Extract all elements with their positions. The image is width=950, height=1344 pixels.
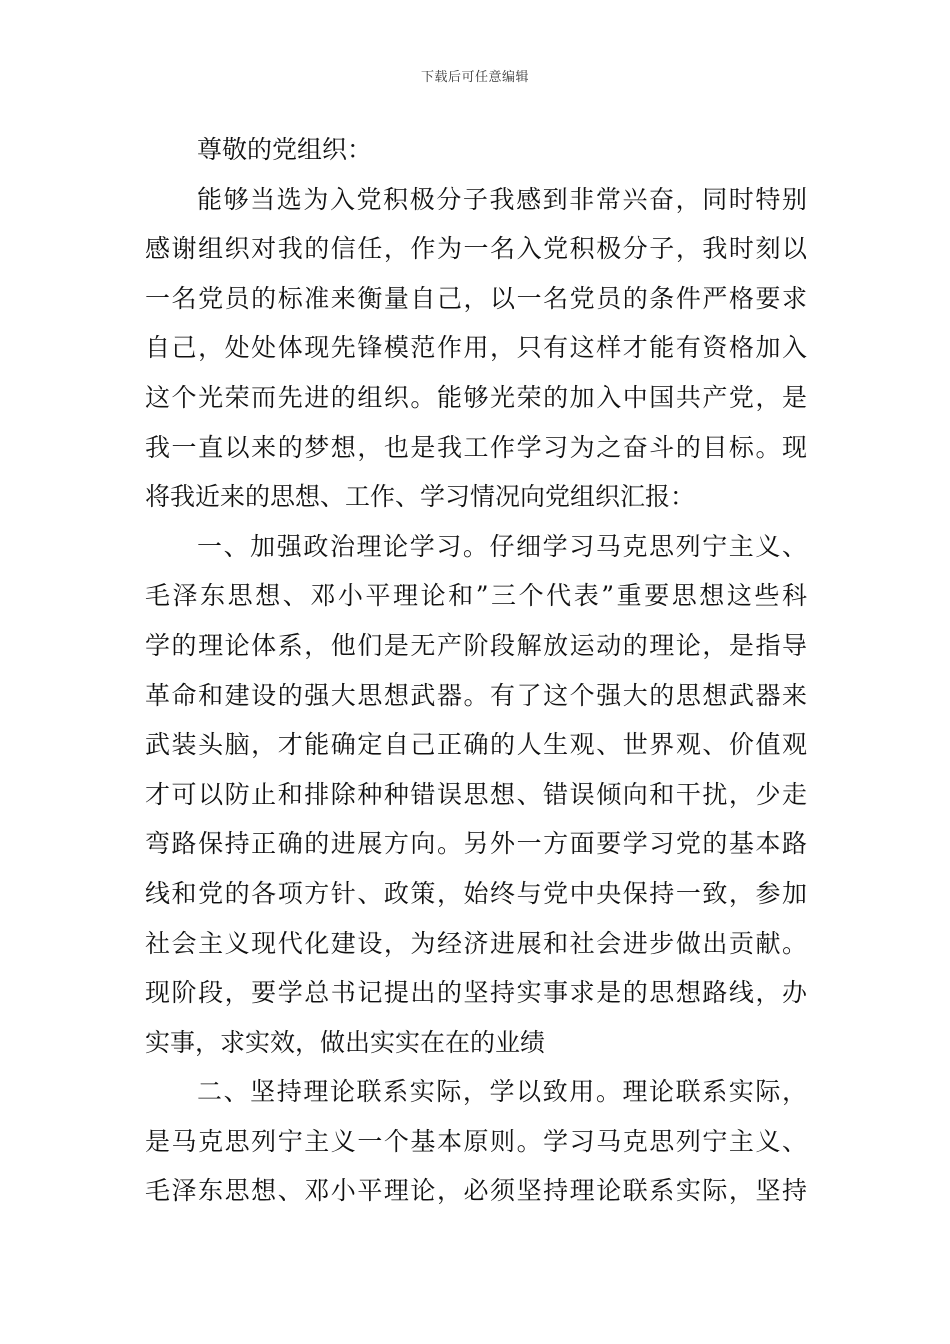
text-line: 弯路保持正确的进展方向。另外一方面要学习党的基本路 xyxy=(145,829,807,859)
text-line: 线和党的各项方针、政策，始终与党中央保持一致，参加 xyxy=(145,878,807,908)
text-line: 武装头脑，才能确定自己正确的人生观、世界观、价值观 xyxy=(145,730,807,760)
header-note: 下载后可任意编辑 xyxy=(420,70,529,85)
text-line: 二、坚持理论联系实际，学以致用。理论联系实际， xyxy=(197,1077,807,1107)
text-line: 革命和建设的强大思想武器。有了这个强大的思想武器来 xyxy=(145,680,807,710)
text-line: 感谢组织对我的信任，作为一名入党积极分子，我时刻以 xyxy=(145,234,807,264)
text-line: 一名党员的标准来衡量自己，以一名党员的条件严格要求 xyxy=(145,283,807,313)
text-line: 是马克思列宁主义一个基本原则。学习马克思列宁主义、 xyxy=(145,1126,807,1156)
text-line: 学的理论体系，他们是无产阶段解放运动的理论，是指导 xyxy=(145,630,807,660)
text-line: 能够当选为入党积极分子我感到非常兴奋，同时特别 xyxy=(197,184,807,214)
text-line: 现阶段，要学总书记提出的坚持实事求是的思想路线，办 xyxy=(145,978,807,1008)
letter-body xyxy=(145,125,807,1216)
text-line: 实事，求实效，做出实实在在的业绩 xyxy=(145,1027,546,1057)
text-line: 社会主义现代化建设，为经济进展和社会进步做出贡献。 xyxy=(145,928,807,958)
text-line: 才可以防止和排除种种错误思想、错误倾向和干扰，少走 xyxy=(145,779,807,809)
text-line: 将我近来的思想、工作、学习情况向党组织汇报： xyxy=(145,482,696,512)
text-line: 毛泽东思想、邓小平理论和”三个代表”重要思想这些科 xyxy=(145,581,807,611)
text-line: 这个光荣而先进的组织。能够光荣的加入中国共产党，是 xyxy=(145,382,807,412)
text-line: 毛泽东思想、邓小平理论，必须坚持理论联系实际，坚持 xyxy=(145,1176,807,1206)
salutation-line: 尊敬的党组织： xyxy=(197,135,373,164)
text-line: 一、加强政治理论学习。仔细学习马克思列宁主义、 xyxy=(197,531,807,561)
text-line: 自己，处处体现先锋模范作用，只有这样才能有资格加入 xyxy=(145,333,807,363)
text-line: 我一直以来的梦想，也是我工作学习为之奋斗的目标。现 xyxy=(145,432,807,462)
